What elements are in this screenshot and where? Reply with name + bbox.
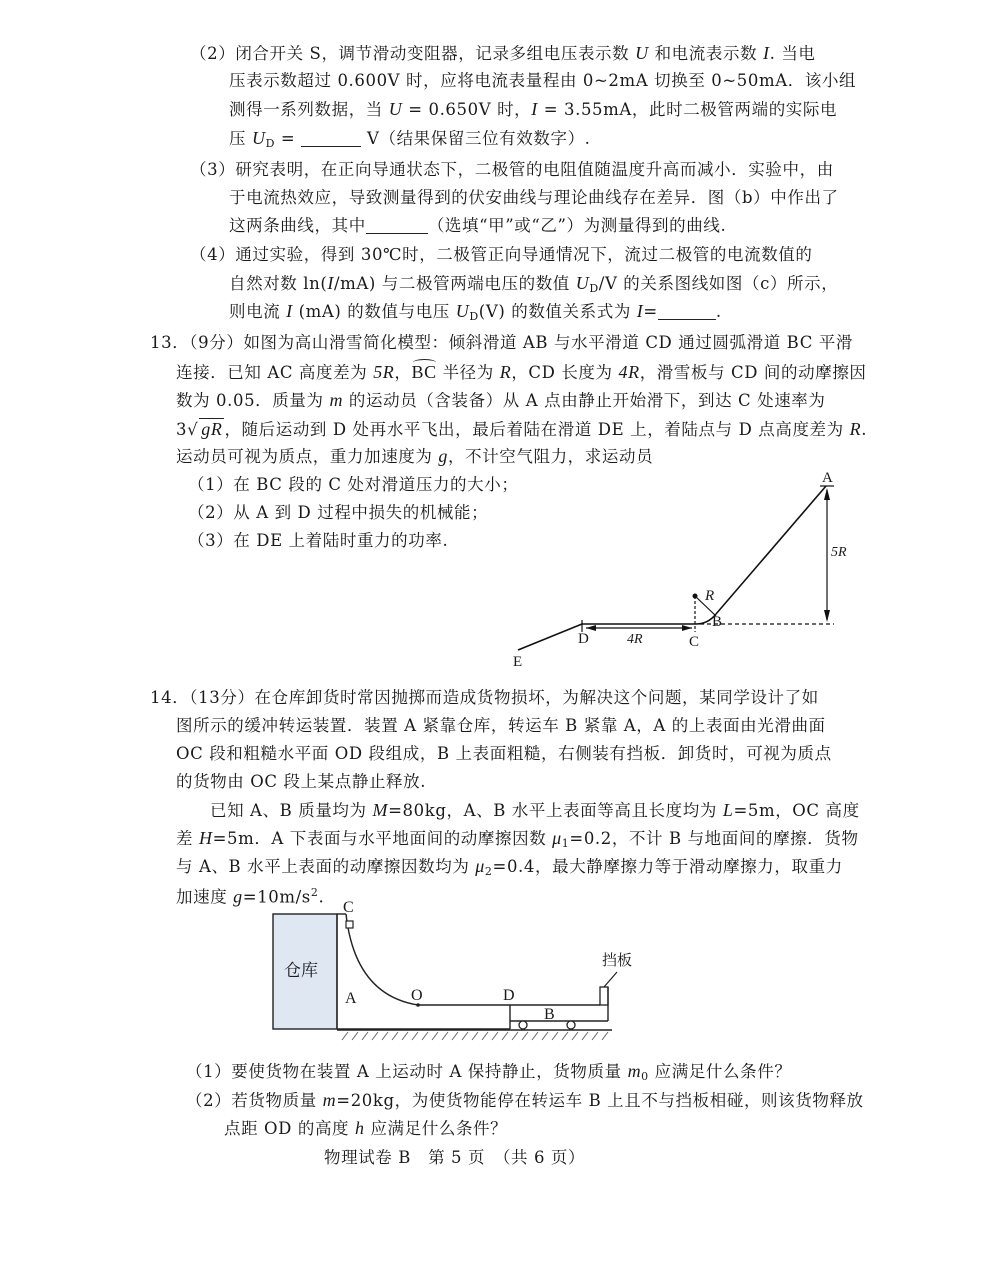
var-U: U	[455, 301, 470, 321]
label-A: A	[345, 990, 357, 1007]
text: V（结果保留三位有效数字）.	[361, 129, 591, 148]
q12-p2-line1	[190, 43, 816, 64]
var-g: g	[438, 446, 448, 466]
label-5R: 5R	[831, 545, 847, 560]
text: 半径为	[436, 363, 500, 382]
text: 通过实验，得到 30℃时，二极管正向导通情况下，流过二极管的电流数值的	[235, 245, 813, 264]
q14-sub-1	[186, 1061, 791, 1087]
curve-OC	[346, 914, 418, 1005]
var-L: L	[722, 800, 734, 820]
var-g: g	[233, 886, 243, 907]
q12-p4-line1	[190, 245, 813, 265]
text: /V 的关系图线如图（c）所示，	[598, 274, 839, 293]
var-m: m	[322, 1090, 337, 1110]
subscript: D	[589, 282, 599, 295]
text: （2）若货物质量	[186, 1091, 323, 1110]
baffle-leader	[604, 972, 617, 987]
cargo-box	[346, 921, 353, 928]
q12-p3-line1	[190, 160, 834, 180]
q12-p3-line2: 于电流热效应，导致测量得到的伏安曲线与理论曲线存在差异．图（b）中作出了	[229, 188, 839, 207]
text: ，CD 长度为	[511, 363, 619, 382]
var-I: I	[531, 99, 538, 119]
text: 应满足什么条件？	[648, 1062, 792, 1081]
q12-p4-line3	[229, 301, 722, 327]
text: 差	[176, 829, 199, 848]
text: 应满足什么条件？	[364, 1119, 508, 1138]
arc-BC: BC	[411, 362, 437, 382]
label-D: D	[578, 631, 589, 647]
answer-blank[interactable]	[366, 217, 428, 234]
wheel	[519, 1021, 527, 1029]
label-R: R	[705, 588, 715, 604]
var-mu: μ	[552, 828, 562, 848]
answer-blank[interactable]	[658, 303, 716, 320]
var-U: U	[251, 128, 266, 148]
q14-line5	[210, 800, 860, 821]
var-U: U	[635, 43, 649, 63]
label-C: C	[689, 634, 700, 650]
var-mu: μ	[475, 856, 485, 876]
var-m: m	[329, 390, 344, 410]
text: =5m，OC 高度	[733, 801, 860, 820]
text: =20kg，为使货物能停在转运车 B 上且不与挡板相碰，则该货物释放	[336, 1091, 864, 1110]
subscript: 0	[641, 1070, 649, 1083]
text: 加速度	[176, 887, 234, 907]
slope-DE	[518, 624, 582, 650]
text: 连接．已知 AC 高度差为	[176, 363, 374, 382]
text: =0.2，不计 B 与地面间的摩擦．货物	[569, 829, 859, 848]
q13-line3	[176, 390, 826, 411]
q14-line2: 图所示的缓冲转运装置．装置 A 紧靠仓库，转运车 B 紧靠 A，A 的上表面由光滑曲面	[176, 716, 826, 735]
q13-header: 13．（9分）如图为高山滑雪简化模型：倾斜滑道 AB 与水平滑道 CD 通过圆弧滑道 BC 平滑	[150, 333, 853, 352]
var-4R: 4R	[618, 362, 640, 382]
text: =5m．A 下表面与水平地面间的动摩擦因数	[212, 829, 553, 848]
text: 运动员可视为质点，重力加速度为	[176, 447, 439, 466]
text: (mA) 的数值与电压	[292, 302, 456, 321]
subscript: 2	[484, 865, 493, 878]
label-A: A	[822, 470, 833, 486]
superscript: 2	[310, 886, 319, 899]
q13-sub-1: （1）在 BC 段的 C 处对滑道压力的大小；	[188, 475, 519, 494]
ski-slope-figure	[500, 460, 880, 675]
arrowhead	[824, 488, 830, 500]
text: ，随后运动到 D 处再水平飞出，最后着陆在滑道 DE 上，着陆点与 D 点高度差为	[224, 420, 850, 439]
arrowhead	[824, 610, 830, 622]
text: =	[643, 302, 658, 321]
q14-line7	[176, 856, 843, 882]
page-footer: 物理试卷 B 第 5 页 （共 6 页）	[324, 1148, 586, 1167]
text: .	[861, 420, 868, 439]
text: 压	[229, 129, 252, 148]
q13-line4	[176, 418, 867, 440]
baffle-plate	[600, 987, 608, 1005]
answer-blank[interactable]	[301, 130, 361, 147]
text: 则电流	[229, 302, 287, 321]
text: /mA) 与二极管两端电压的数值	[334, 274, 576, 293]
q14-line3: OC 段和粗糙水平面 OD 段组成，B 上表面粗糙，右侧装有挡板．卸货时，可视为质点	[176, 744, 832, 763]
wheel	[567, 1021, 575, 1029]
var-5R: 5R	[373, 362, 395, 382]
text: =0.4，最大静摩擦力等于滑动摩擦力，取重力	[492, 857, 843, 876]
text: 研究表明，在正向导通状态下，二极管的电阻值随温度升高而减小．实验中，由	[235, 160, 834, 179]
var-R: R	[849, 419, 862, 439]
label-baffle: 挡板	[602, 951, 633, 969]
q14-header: 14．（13分）在仓库卸货时常因抛掷而造成货物损坏，为解决这个问题，某同学设计了如	[150, 688, 819, 707]
var-I: I	[327, 273, 334, 293]
q14-line4: 的货物由 OC 段上某点静止释放.	[176, 772, 427, 791]
buffer-transport-figure	[260, 887, 660, 1050]
subscript: 1	[561, 837, 570, 850]
label-D: D	[503, 987, 515, 1004]
text: .	[715, 302, 722, 321]
text: 自然对数 ln(	[229, 274, 328, 293]
var-R: R	[499, 362, 512, 382]
q12-p2-line3	[229, 99, 837, 120]
var-I: I	[636, 301, 644, 321]
text: 已知 A、B 质量均为	[210, 801, 373, 820]
subscript: D	[469, 310, 479, 323]
slope-AB	[716, 486, 826, 614]
text: . 当电	[769, 44, 816, 63]
text: (V) 的数值关系式为	[478, 302, 637, 321]
text: ，不计空气阻力，求运动员	[447, 447, 654, 466]
text: 点距 OD 的高度	[224, 1119, 355, 1138]
q14-sub-2-cont	[224, 1118, 507, 1139]
q14-line6	[176, 828, 859, 854]
label-4R: 4R	[627, 632, 643, 647]
label-warehouse: 仓库	[284, 961, 318, 981]
text: 闭合开关 S，调节滑动变阻器，记录多组电压表示数	[235, 44, 636, 63]
q12-p4-line2	[229, 273, 838, 299]
text: 数为 0.05．质量为	[176, 391, 330, 410]
sub-question-number: （4）	[190, 245, 236, 264]
q13-sub-3: （3）在 DE 上着陆时重力的功率.	[188, 531, 449, 550]
var-I: I	[286, 301, 293, 321]
q13-line2	[176, 362, 867, 383]
var-I: I	[763, 43, 770, 63]
text: = 3.55mA，此时二极管两端的实际电	[537, 100, 838, 119]
label-E: E	[513, 654, 523, 670]
ground-hatching	[342, 1032, 608, 1040]
q12-p2-line2: 压表示数超过 0.600V 时，应将电流表量程由 0~2mA 切换至 0~50mA．该小组	[229, 71, 857, 90]
text: =10m/s	[242, 887, 311, 907]
arrowhead	[682, 625, 692, 631]
sqrt-sign: √	[187, 420, 199, 439]
text: 测得一系列数据，当	[229, 100, 389, 119]
q12-p3-line3	[229, 216, 726, 236]
subscript: D	[265, 137, 275, 150]
sub-question-number: （3）	[190, 160, 236, 179]
var-m0: m	[627, 1061, 642, 1081]
text: 的运动员（含装备）从 A 点由静止开始滑下，到达 C 处速率为	[343, 391, 826, 410]
var-gR: gR	[201, 419, 223, 439]
q13-sub-2: （2）从 A 到 D 过程中损失的机械能；	[188, 503, 489, 522]
var-H: H	[198, 828, 213, 848]
text: 3	[176, 420, 188, 439]
text: =	[274, 129, 302, 148]
sub-question-number: （2）	[190, 44, 236, 63]
text: 与 A、B 水平上表面的动摩擦因数均为	[176, 857, 476, 876]
text: .	[318, 887, 325, 907]
text: = 0.650V 时，	[402, 100, 532, 119]
q12-p2-line4	[229, 128, 591, 154]
label-B: B	[712, 614, 723, 630]
text: （1）要使货物在装置 A 上运动时 A 保持静止，货物质量	[186, 1062, 628, 1081]
var-U: U	[388, 99, 403, 119]
var-h: h	[355, 1118, 365, 1138]
text: =80kg，A、B 水平上表面等高且长度均为	[388, 801, 723, 820]
var-U: U	[575, 273, 590, 293]
text: ，滑雪板与 CD 间的动摩擦因	[639, 363, 867, 382]
text: （选填“甲”或“乙”）为测量得到的曲线.	[427, 216, 727, 235]
var-M: M	[372, 800, 389, 820]
text: 这两条曲线，其中	[229, 216, 366, 235]
label-O: O	[411, 987, 423, 1004]
label-B: B	[544, 1006, 555, 1023]
label-C: C	[343, 899, 354, 916]
text: ，	[394, 363, 412, 382]
q14-sub-2	[186, 1090, 864, 1111]
text: 和电流表示数	[648, 44, 764, 63]
